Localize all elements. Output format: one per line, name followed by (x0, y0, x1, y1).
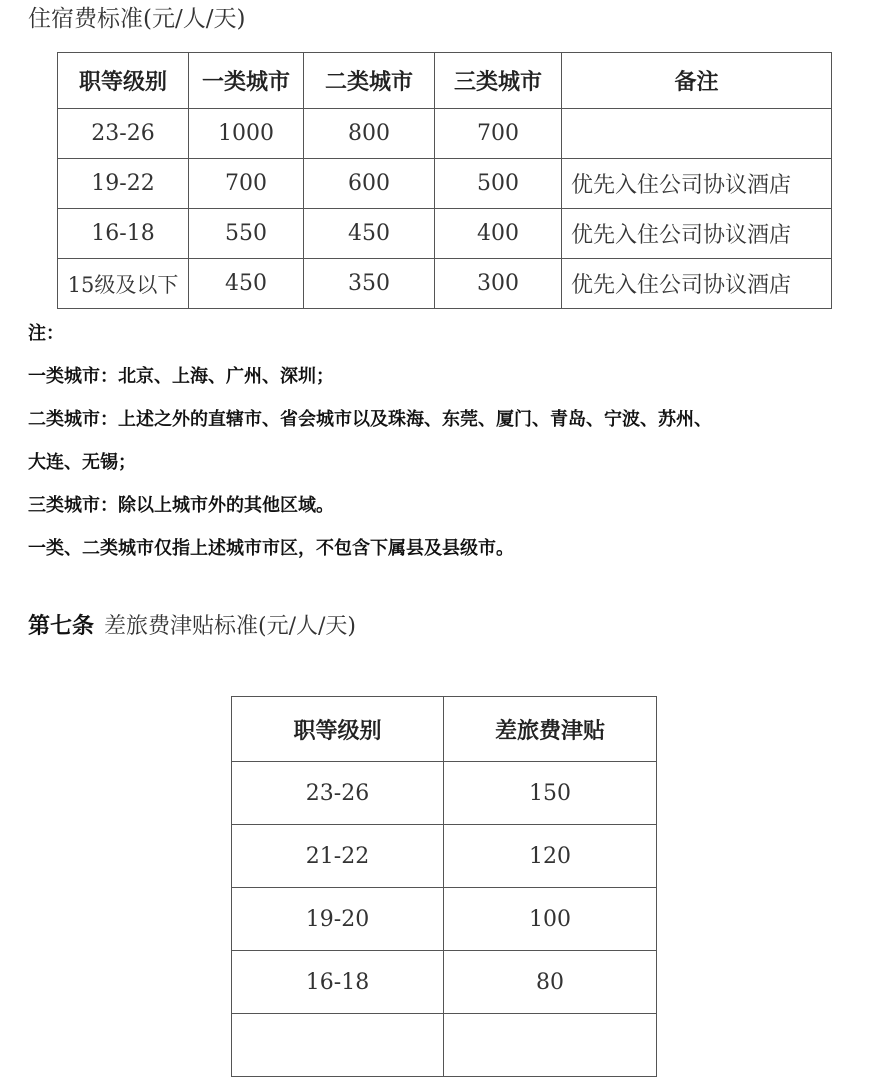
table-row (232, 825, 657, 888)
city-tier-notes (28, 312, 878, 570)
article-7-heading (28, 610, 356, 644)
cell-remark: 优先入住公司协议酒店 (562, 209, 832, 259)
table-row (232, 1014, 657, 1077)
cell-tier3: 700 (435, 109, 562, 159)
table-header-row (232, 697, 657, 762)
table-row (232, 888, 657, 951)
article-title: 差旅费津贴标准(元/人/天) (104, 614, 357, 639)
cell-allowance: 80 (444, 951, 657, 1014)
cell-tier3: 300 (435, 259, 562, 309)
note-tier1-cities: 一类城市：北京、上海、广州、深圳； (28, 366, 334, 387)
notes-label: 注： (28, 323, 64, 344)
table-header-row (58, 53, 832, 109)
table-row (58, 109, 832, 159)
table-row (232, 762, 657, 825)
table-row (58, 159, 832, 209)
cell-grade (232, 1014, 444, 1077)
cell-grade: 16-18 (58, 209, 189, 259)
cell-tier2: 600 (304, 159, 435, 209)
table-row (58, 209, 832, 259)
note-tier2-cities-line2: 大连、无锡； (28, 452, 136, 473)
header-tier1-city: 一类城市 (189, 53, 304, 109)
cell-tier1: 550 (189, 209, 304, 259)
cell-allowance: 150 (444, 762, 657, 825)
cell-grade: 19-22 (58, 159, 189, 209)
cell-remark: 优先入住公司协议酒店 (562, 159, 832, 209)
cell-grade: 15级及以下 (58, 259, 189, 309)
cell-tier2: 450 (304, 209, 435, 259)
cell-tier3: 500 (435, 159, 562, 209)
cell-allowance: 100 (444, 888, 657, 951)
article-number: 第七条 (28, 614, 95, 639)
note-tier3-cities: 三类城市：除以上城市外的其他区域。 (28, 495, 334, 516)
cell-tier2: 350 (304, 259, 435, 309)
cell-grade: 19-20 (232, 888, 444, 951)
header-grade: 职等级别 (58, 53, 189, 109)
lodging-heading: 住宿费标准(元/人/天) (28, 6, 246, 32)
header-tier3-city: 三类城市 (435, 53, 562, 109)
lodging-standard-table (57, 52, 832, 309)
table-row (232, 951, 657, 1014)
header-tier2-city: 二类城市 (304, 53, 435, 109)
cell-grade: 16-18 (232, 951, 444, 1014)
header-allowance: 差旅费津贴 (444, 697, 657, 762)
cell-remark: 优先入住公司协议酒店 (562, 259, 832, 309)
cell-tier3: 400 (435, 209, 562, 259)
cell-tier1: 700 (189, 159, 304, 209)
note-scope: 一类、二类城市仅指上述城市市区，不包含下属县及县级市。 (28, 538, 514, 559)
header-grade: 职等级别 (232, 697, 444, 762)
cell-allowance: 120 (444, 825, 657, 888)
cell-tier1: 1000 (189, 109, 304, 159)
cell-allowance (444, 1014, 657, 1077)
table-row (58, 259, 832, 309)
cell-remark (562, 109, 832, 159)
cell-grade: 23-26 (58, 109, 189, 159)
cell-grade: 23-26 (232, 762, 444, 825)
cell-tier1: 450 (189, 259, 304, 309)
header-remark: 备注 (562, 53, 832, 109)
note-tier2-cities-line1: 二类城市：上述之外的直辖市、省会城市以及珠海、东莞、厦门、青岛、宁波、苏州、 (28, 409, 712, 430)
travel-allowance-table (231, 696, 657, 1077)
cell-grade: 21-22 (232, 825, 444, 888)
cell-tier2: 800 (304, 109, 435, 159)
